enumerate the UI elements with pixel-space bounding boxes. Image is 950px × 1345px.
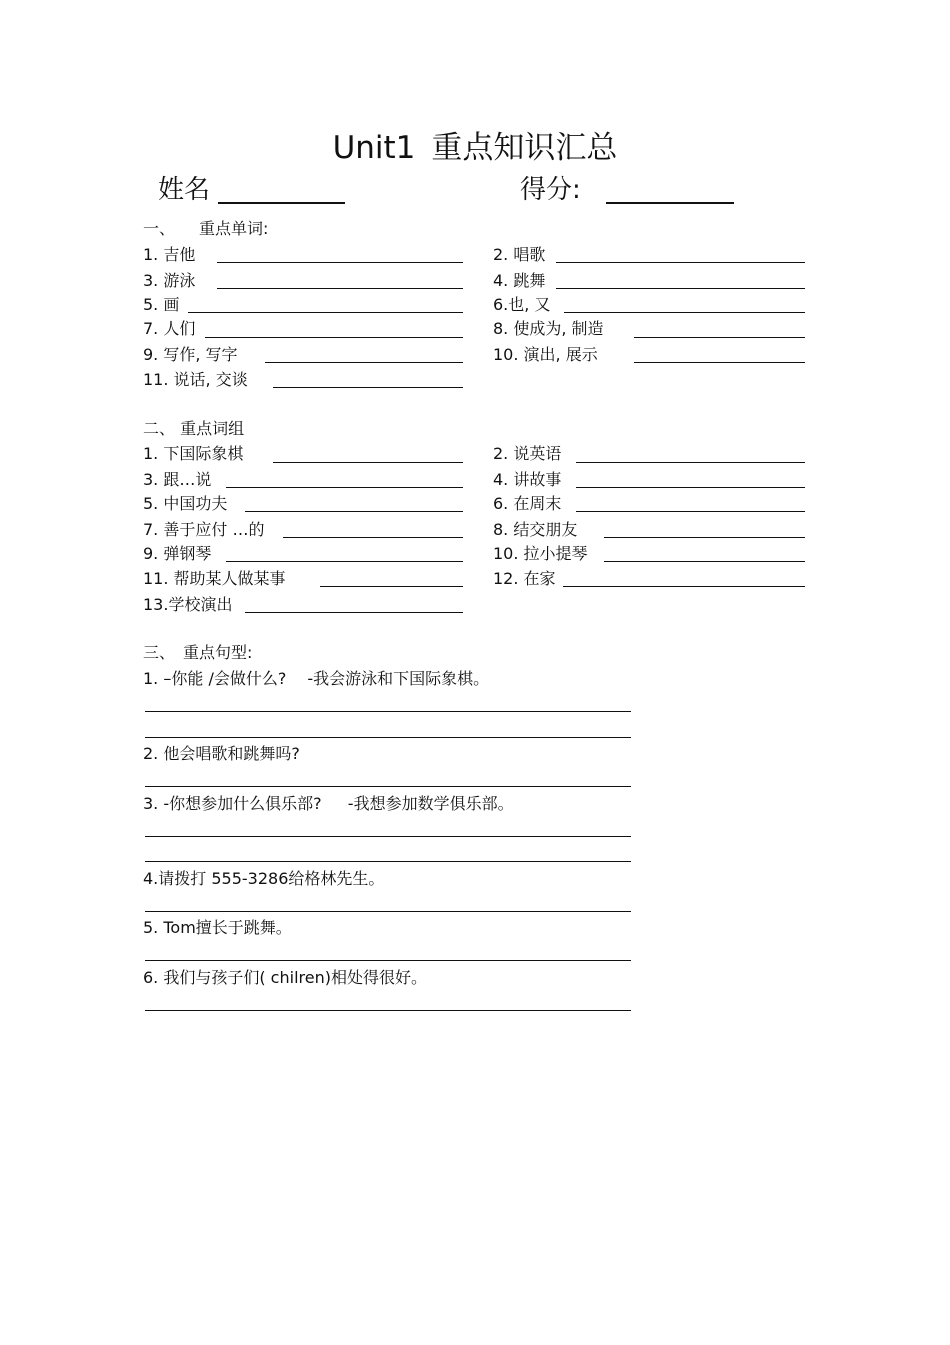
page-title	[0, 128, 950, 168]
phrase-item: 9. 弹钢琴	[143, 544, 212, 563]
phrase-item: 1. 下国际象棋	[143, 444, 244, 463]
answer-line[interactable]	[145, 711, 631, 712]
name-blank[interactable]	[218, 202, 345, 204]
section2-heading: 二、 重点词组	[143, 419, 245, 438]
answer-blank[interactable]	[576, 462, 805, 463]
answer-blank[interactable]	[217, 262, 463, 263]
answer-blank[interactable]	[226, 487, 463, 488]
answer-line[interactable]	[145, 960, 631, 961]
score-blank[interactable]	[606, 202, 734, 204]
phrase-item: 6. 在周末	[493, 494, 562, 513]
answer-blank[interactable]	[283, 537, 463, 538]
answer-line[interactable]	[145, 911, 631, 912]
answer-blank[interactable]	[563, 586, 805, 587]
phrase-item: 12. 在家	[493, 569, 556, 588]
answer-blank[interactable]	[576, 487, 805, 488]
phrase-item: 8. 结交朋友	[493, 520, 578, 539]
phrase-item: 13.学校演出	[143, 595, 233, 614]
answer-blank[interactable]	[576, 511, 805, 512]
word-item: 5. 画	[143, 295, 180, 314]
sentence-item: 3. -你想参加什么俱乐部? -我想参加数学俱乐部。	[143, 794, 514, 813]
phrase-item: 4. 讲故事	[493, 470, 562, 489]
answer-blank[interactable]	[188, 312, 463, 313]
section3-heading: 三、 重点句型:	[143, 643, 253, 662]
word-item: 9. 写作, 写字	[143, 345, 238, 364]
sentence-item: 6. 我们与孩子们( chilren)相处得很好。	[143, 968, 427, 987]
phrase-item: 10. 拉小提琴	[493, 544, 588, 563]
answer-line[interactable]	[145, 861, 631, 862]
sentence-item: 1. –你能 /会做什么? -我会游泳和下国际象棋。	[143, 669, 490, 688]
word-item: 1. 吉他	[143, 245, 196, 264]
phrase-item: 7. 善于应付 …的	[143, 520, 265, 539]
word-item: 10. 演出, 展示	[493, 345, 598, 364]
sentence-item: 5. Tom擅长于跳舞。	[143, 918, 292, 937]
answer-blank[interactable]	[265, 362, 463, 363]
phrase-item: 2. 说英语	[493, 444, 562, 463]
answer-blank[interactable]	[564, 312, 805, 313]
word-item: 8. 使成为, 制造	[493, 319, 604, 338]
answer-blank[interactable]	[320, 586, 463, 587]
title-unit: Unit1	[332, 130, 416, 166]
answer-blank[interactable]	[226, 561, 463, 562]
answer-blank[interactable]	[556, 288, 805, 289]
answer-blank[interactable]	[556, 262, 805, 263]
word-item: 2. 唱歌	[493, 245, 546, 264]
word-item: 11. 说话, 交谈	[143, 370, 248, 389]
word-item: 7. 人们	[143, 319, 196, 338]
sentence-item: 2. 他会唱歌和跳舞吗?	[143, 744, 300, 763]
answer-blank[interactable]	[604, 537, 805, 538]
answer-blank[interactable]	[634, 337, 805, 338]
phrase-item: 5. 中国功夫	[143, 494, 228, 513]
answer-line[interactable]	[145, 1010, 631, 1011]
answer-blank[interactable]	[604, 561, 805, 562]
answer-blank[interactable]	[634, 362, 805, 363]
answer-line[interactable]	[145, 737, 631, 738]
answer-blank[interactable]	[217, 288, 463, 289]
answer-blank[interactable]	[205, 337, 463, 338]
answer-line[interactable]	[145, 786, 631, 787]
phrase-item: 3. 跟…说	[143, 470, 212, 489]
title-text: 重点知识汇总	[431, 130, 618, 166]
name-label: 姓名	[158, 175, 211, 205]
sentence-item: 4.请拨打 555-3286给格林先生。	[143, 869, 385, 888]
section1-heading: 一、 重点单词:	[143, 219, 269, 238]
phrase-item: 11. 帮助某人做某事	[143, 569, 286, 588]
word-item: 4. 跳舞	[493, 271, 546, 290]
answer-blank[interactable]	[273, 387, 463, 388]
answer-blank[interactable]	[273, 462, 463, 463]
word-item: 6.也, 又	[493, 295, 551, 314]
word-item: 3. 游泳	[143, 271, 196, 290]
answer-blank[interactable]	[245, 612, 463, 613]
answer-blank[interactable]	[245, 511, 463, 512]
score-label: 得分:	[520, 175, 581, 205]
answer-line[interactable]	[145, 836, 631, 837]
